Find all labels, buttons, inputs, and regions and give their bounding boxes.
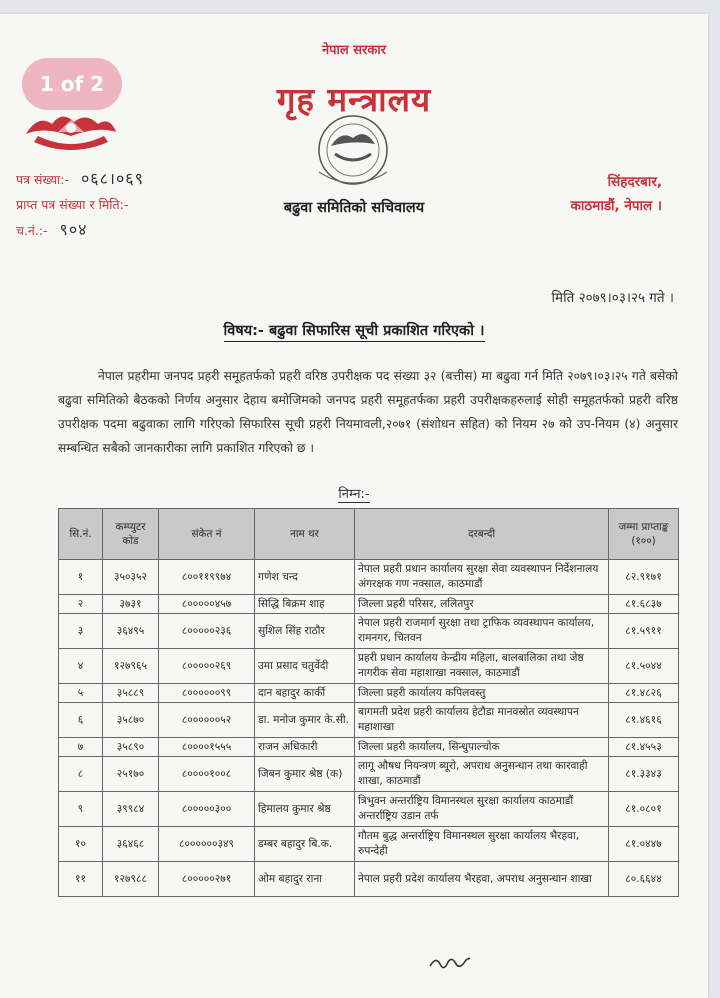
cell-computer-code: ३७३१	[103, 595, 159, 614]
cell-post: बागमती प्रदेश प्रहरी कार्यालय हेटौडा मानवस्रोत व्यवस्थापन महाशाखा	[355, 703, 609, 738]
cell-symbol-number: ८०००००२६९	[159, 649, 255, 684]
table-row	[59, 595, 679, 614]
table-header-row	[59, 509, 679, 560]
cell-symbol-number: ८००११९९७४	[159, 560, 255, 595]
column-header-total-score: जम्मा प्राप्ताङ्क (१००)	[609, 509, 679, 560]
cell-name: हिमालय कुमार श्रेष्ठ	[255, 792, 355, 827]
cell-computer-code: ३५०३५२	[103, 560, 159, 595]
cell-symbol-number: ८००००००३४९	[159, 827, 255, 862]
following-label-text: निम्न:-	[338, 487, 370, 502]
cell-score: ८१.०४४७	[609, 827, 679, 862]
cell-post: जिल्ला प्रहरी परिसर, ललितपुर	[355, 595, 609, 614]
cell-symbol-number: ८००००१००८	[159, 757, 255, 792]
cell-name: डम्बर बहादुर बि.क.	[255, 827, 355, 862]
cell-score: ८१.३३४३	[609, 757, 679, 792]
office-address	[571, 170, 662, 218]
table-row	[59, 792, 679, 827]
official-seal-icon	[313, 110, 393, 196]
cell-score: ८१.४५५३	[609, 738, 679, 757]
cell-serial: २	[59, 595, 103, 614]
cell-computer-code: ३५८८९	[103, 684, 159, 703]
cell-post: नेपाल प्रहरी प्रधान कार्यालय सुरक्षा सेवा व्यवस्थापन निर्देशनालय अंगरक्षक गण नक्साल, काठमाडौं	[355, 560, 609, 595]
table-row	[59, 738, 679, 757]
cell-symbol-number: ८००००१५५५	[159, 738, 255, 757]
recommendation-table	[58, 508, 679, 897]
page-counter-badge: 1 of 2	[22, 58, 122, 110]
column-header-symbol-number: संकेत नं	[159, 509, 255, 560]
table-row	[59, 703, 679, 738]
dispatch-number-value: ९०४	[59, 220, 88, 239]
table-row	[59, 684, 679, 703]
signature-icon	[426, 952, 474, 974]
following-label	[0, 484, 708, 502]
cell-score: ८१.६८३७	[609, 595, 679, 614]
letter-number-value: ०६८।०६९	[80, 169, 144, 188]
cell-name: राजन अधिकारी	[255, 738, 355, 757]
cell-serial: ३	[59, 614, 103, 649]
cell-symbol-number: ८००००००९९	[159, 684, 255, 703]
cell-name: उमा प्रसाद चतुर्वेदी	[255, 649, 355, 684]
cell-serial: ६	[59, 703, 103, 738]
dispatch-number-row	[16, 217, 144, 243]
cell-post: गौतम बुद्ध अन्तर्राष्ट्रिय विमानस्थल सुरक्षा कार्यालय भैरहवा, रुपन्देही	[355, 827, 609, 862]
cell-name: सिद्धि बिक्रम शाह	[255, 595, 355, 614]
cell-score: ८१.४८२६	[609, 684, 679, 703]
cell-name: दान बहादुर कार्की	[255, 684, 355, 703]
cell-symbol-number: ८०००००२७१	[159, 862, 255, 897]
address-line-2: काठमाडौं, नेपाल ।	[570, 198, 662, 214]
table-row	[59, 827, 679, 862]
cell-score: ८१.५९११	[609, 614, 679, 649]
table-row	[59, 862, 679, 897]
column-header-post: दरबन्दी	[355, 509, 609, 560]
cell-post: त्रिभुवन अन्तर्राष्ट्रिय विमानस्थल सुरक्षा कार्यालय काठमाडौं अन्तर्राष्ट्रिय उडान तर्फ	[355, 792, 609, 827]
cell-name: ओम बहादुर राना	[255, 862, 355, 897]
table-row	[59, 560, 679, 595]
cell-serial: १०	[59, 827, 103, 862]
received-letter-label: प्राप्त पत्र संख्या र मिति:-	[16, 197, 129, 212]
dispatch-number-label: च.नं.:-	[16, 223, 48, 238]
cell-score: ८०.६६४४	[609, 862, 679, 897]
table-row	[59, 614, 679, 649]
letter-number-label: पत्र संख्या:-	[16, 172, 69, 187]
cell-computer-code: ३६४९५	[103, 614, 159, 649]
cell-score: ८१.०८०१	[609, 792, 679, 827]
cell-serial: ५	[59, 684, 103, 703]
cell-post: प्रहरी प्रधान कार्यालय केन्द्रीय महिला, बालबालिका तथा जेष्ठ नागरीक सेवा महाशाखा नक्साल, काठमाडौं	[355, 649, 609, 684]
cell-serial: १	[59, 560, 103, 595]
cell-name: सुशिल सिंह राठौर	[255, 614, 355, 649]
government-heading: नेपाल सरकार	[321, 43, 387, 58]
cell-post: नेपाल प्रहरी प्रदेश कार्यालय भैरहवा, अपराध अनुसन्धान शाखा	[355, 862, 609, 897]
cell-computer-code: १२७९६५	[103, 649, 159, 684]
body-paragraph: नेपाल प्रहरीमा जनपद प्रहरी समूहतर्फको प्रहरी वरिष्ठ उपरीक्षक पद संख्या ३२ (बत्तीस) मा बढुवा गर्न मिति २०७९।०३।२५ गते बसेको बढुवा समितिको बैठकको निर्णय अनुसार देहाय बमोजिमको जनपद प्रहरी समूहतर्फका प्रहरी उपरीक्षकहरुलाई सोही समूहतर्फको प्रहरी वरिष्ठ उपरीक्षक पदमा बढुवाका लागि गरिएको सिफारिस सूची प्रहरी नियमावली,२०७१ (संशोधन सहित) को नियम २७ को उप-नियम (४) अनुसार सम्बन्धित सबैको जानकारीका लागि प्रकाशित गरिएको छ ।	[58, 369, 678, 455]
cell-post: नेपाल प्रहरी राजमार्ग सुरक्षा तथा ट्राफिक व्यवस्थापन कार्यालय, रामनगर, चितवन	[355, 614, 609, 649]
cell-computer-code: १२७९८८	[103, 862, 159, 897]
cell-name: जिबन कुमार श्रेष्ठ (क)	[255, 757, 355, 792]
cell-computer-code: ३५८९०	[103, 738, 159, 757]
table-row	[59, 757, 679, 792]
cell-serial: ७	[59, 738, 103, 757]
cell-score: ८२.९१७१	[609, 560, 679, 595]
document-page	[0, 14, 708, 998]
secretariat-heading: बढुवा समितिको सचिवालय	[283, 200, 425, 216]
cell-serial: ४	[59, 649, 103, 684]
cell-symbol-number: ८०००००४५७	[159, 595, 255, 614]
cell-serial: ८	[59, 757, 103, 792]
cell-name: गणेश चन्द	[255, 560, 355, 595]
cell-score: ८१.५०४४	[609, 649, 679, 684]
letter-date: मिति २०७९।०३।२५ गते ।	[551, 290, 674, 306]
ministry-heading: गृह मन्त्रालय	[276, 80, 432, 119]
subject-line	[0, 320, 708, 340]
cell-computer-code: ३९९८४	[103, 792, 159, 827]
cell-computer-code: ३६४६८	[103, 827, 159, 862]
column-header-name: नाम थर	[255, 509, 355, 560]
cell-computer-code: ३५८७०	[103, 703, 159, 738]
cell-symbol-number: ८०००००३००	[159, 792, 255, 827]
cell-computer-code: २५१७०	[103, 757, 159, 792]
cell-post: लागू औषध नियन्त्रण ब्यूरो, अपराध अनुसन्धान तथा कारवाही शाखा, काठमाडौं	[355, 757, 609, 792]
table-row	[59, 649, 679, 684]
cell-serial: ११	[59, 862, 103, 897]
column-header-serial: सि.नं.	[59, 509, 103, 560]
subject-text: विषय:- बढुवा सिफारिस सूची प्रकाशित गरिएको ।	[224, 323, 485, 342]
address-line-1: सिंहदरबार,	[607, 174, 662, 190]
cell-score: ८१.४६१६	[609, 703, 679, 738]
cell-name: डा. मनोज कुमार के.सी.	[255, 703, 355, 738]
cell-symbol-number: ८०००००२३६	[159, 614, 255, 649]
cell-post: जिल्ला प्रहरी कार्यालय कपिलवस्तु	[355, 684, 609, 703]
cell-post: जिल्ला प्रहरी कार्यालय, सिन्धुपाल्चोक	[355, 738, 609, 757]
column-header-computer-code: कम्प्युटर कोड	[103, 509, 159, 560]
letter-number-row	[16, 166, 144, 192]
cell-symbol-number: ८००००००५२	[159, 703, 255, 738]
cell-serial: ९	[59, 792, 103, 827]
